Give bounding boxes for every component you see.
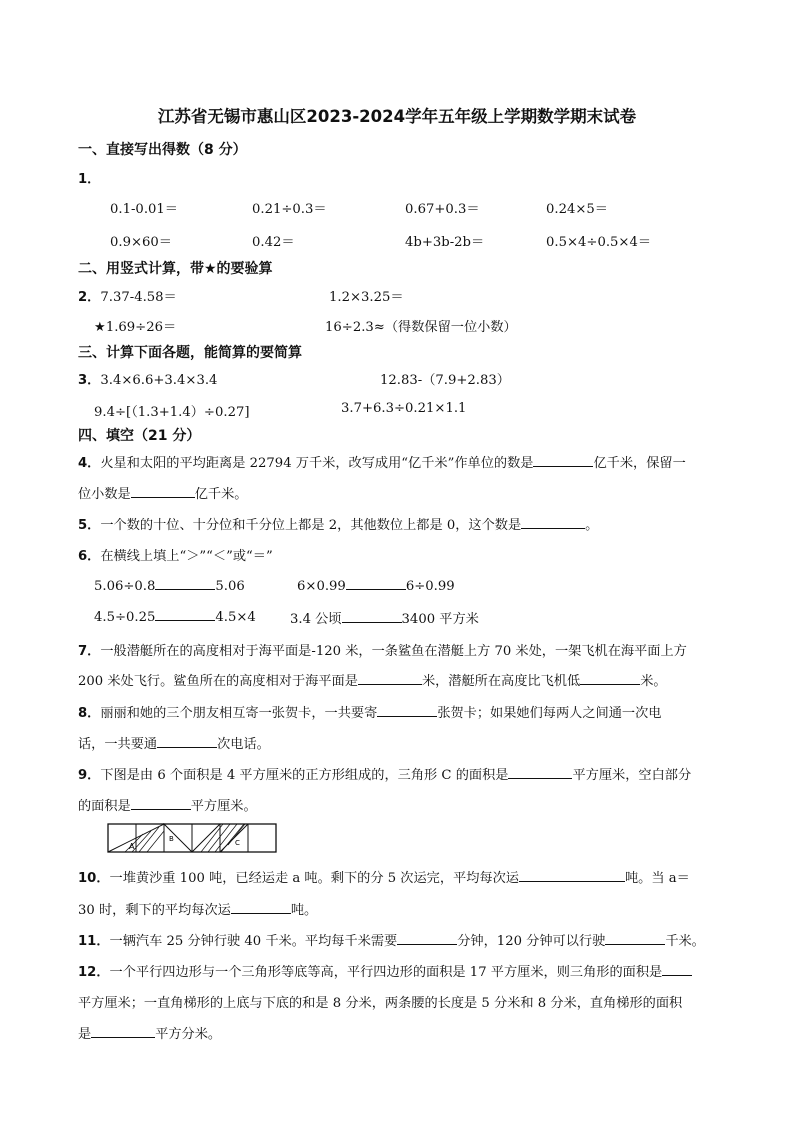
q5-text-a: 一个数的十位、十分位和千分位上都是 2，其他数位上都是 0，这个数是: [100, 518, 522, 533]
q6-right-3: 4.5×4: [215, 610, 256, 625]
q4-text-a: 火星和太阳的平均距离是 22794 万千米，改写成用“亿千米”作单位的数是: [100, 456, 534, 471]
question-3-number: 3．: [78, 373, 101, 388]
q7-text-a: 一般潜艇所在的高度相对于海平面是-120 米，一条鲨鱼在潜艇上方 70 米处，一架飞机在海平面上方: [100, 644, 687, 659]
q2-item-4: 16÷2.3≈（得数保留一位小数）: [325, 320, 517, 335]
question-9-line-2: [78, 795, 257, 814]
q3-item-4: 3.7+6.3÷0.21×1.1: [341, 401, 467, 416]
q6-right-2: 6÷0.99: [405, 579, 455, 594]
q4-text-d: 亿千米。: [194, 487, 248, 502]
q7-text-c: 米，潜艇所在高度比飞机低: [421, 674, 581, 689]
answer-blank[interactable]: [346, 577, 406, 590]
question-3: [78, 369, 217, 388]
answer-blank[interactable]: [519, 869, 625, 882]
question-5-number: 5．: [78, 518, 101, 533]
answer-blank[interactable]: [358, 672, 422, 685]
question-10-line-1: [78, 867, 690, 886]
answer-blank[interactable]: [662, 963, 692, 976]
q10-text-c: 30 时，剩下的平均每次运: [78, 903, 231, 918]
q7-text-b: 200 米处飞行。鲨鱼所在的高度相对于海平面是: [78, 674, 358, 689]
question-2: [78, 286, 177, 305]
q6-left-2: 6×0.99: [297, 579, 346, 594]
answer-blank[interactable]: [580, 672, 640, 685]
q1-item-7: 4b+3b-2b＝: [405, 235, 485, 250]
page-title: 江苏省无锡市惠山区2023-2024学年五年级上学期数学期末试卷: [157, 107, 637, 126]
question-7-number: 7．: [78, 644, 101, 659]
q9-text-b: 平方厘米，空白部分: [572, 768, 692, 783]
q6-right-1: 5.06: [215, 579, 245, 594]
question-6: [78, 545, 273, 564]
q6-compare-4: [290, 608, 479, 627]
q3-item-2: 12.83-（7.9+2.83）: [380, 373, 510, 388]
question-7-line-2: [78, 670, 667, 689]
question-8-line-2: [78, 733, 270, 752]
q12-text-b: 平方厘米；一直角梯形的上底与下底的和是 8 分米，两条腰的长度是 5 分米和 8 分米，直角梯形的面积: [78, 996, 683, 1011]
q6-compare-1: [94, 577, 245, 594]
section-2-heading: 二、用竖式计算，带★的要验算: [78, 261, 273, 277]
q1-item-4: 0.24×5＝: [546, 202, 608, 217]
q4-text-c: 位小数是: [78, 487, 131, 502]
q6-text-a: 在横线上填上“＞”“＜”或“＝”: [100, 549, 273, 564]
question-8-number: 8．: [78, 706, 101, 721]
answer-blank[interactable]: [508, 766, 572, 779]
q6-compare-2: [297, 577, 455, 594]
answer-blank[interactable]: [605, 932, 665, 945]
question-8-line-1: [78, 702, 662, 721]
question-5: [78, 514, 598, 533]
question-12-number: 12．: [78, 965, 110, 980]
q6-left-3: 4.5÷0.25: [94, 610, 156, 625]
q9-text-c: 的面积是: [78, 799, 131, 814]
q12-text-a: 一个平行四边形与一个三角形等底等高，平行四边形的面积是 17 平方厘米，则三角形的面积是: [109, 965, 663, 980]
question-10-number: 10．: [78, 871, 110, 886]
answer-blank[interactable]: [533, 454, 593, 467]
question-1-number: 1．: [78, 172, 101, 187]
question-4-line-2: [78, 483, 248, 502]
question-12-line-2: [78, 992, 682, 1011]
question-11: [78, 930, 705, 949]
section-1-heading: 一、直接写出得数（8 分）: [78, 142, 247, 158]
answer-blank[interactable]: [377, 704, 437, 717]
question-12-line-3: [78, 1023, 221, 1042]
q1-item-5: 0.9×60＝: [110, 235, 172, 250]
label-a: A: [129, 842, 135, 851]
question-7-line-1: [78, 640, 687, 659]
answer-blank[interactable]: [397, 932, 457, 945]
section-4-heading: 四、填空（21 分）: [78, 428, 201, 444]
q6-right-4: 3400 平方米: [401, 612, 479, 627]
q6-left-1: 5.06÷0.8: [94, 579, 156, 594]
q8-text-a: 丽丽和她的三个朋友相互寄一张贺卡，一共要寄: [100, 706, 378, 721]
q3-item-3: 9.4÷[（1.3+1.4）÷0.27]: [94, 405, 250, 420]
q1-item-1: 0.1-0.01＝: [110, 202, 178, 217]
q6-compare-3: [94, 608, 256, 625]
q12-text-c: 是: [78, 1027, 92, 1042]
q1-item-2: 0.21÷0.3＝: [252, 202, 327, 217]
q5-text-b: 。: [585, 518, 599, 533]
question-12-line-1: [78, 961, 692, 980]
q10-text-d: 吨。: [290, 903, 318, 918]
question-2-number: 2．: [78, 290, 101, 305]
q2-item-1: 7.37-4.58＝: [100, 290, 177, 305]
q10-text-b: 吨。当 a＝: [625, 871, 690, 886]
answer-blank[interactable]: [231, 901, 291, 914]
q9-text-a: 下图是由 6 个面积是 4 平方厘米的正方形组成的，三角形 C 的面积是: [100, 768, 509, 783]
question-10-line-2: [78, 899, 317, 918]
section-3-heading: 三、计算下面各题，能简算的要简算: [78, 345, 302, 361]
answer-blank[interactable]: [155, 577, 215, 590]
q10-text-a: 一堆黄沙重 100 吨，已经运走 a 吨。剩下的分 5 次运完，平均每次运: [109, 871, 519, 886]
answer-blank[interactable]: [131, 797, 191, 810]
answer-blank[interactable]: [157, 735, 217, 748]
q8-text-b: 张贺卡；如果她们每两人之间通一次电: [437, 706, 662, 721]
q1-item-8: 0.5×4÷0.5×4＝: [546, 235, 652, 250]
answer-blank[interactable]: [155, 608, 215, 621]
answer-blank[interactable]: [521, 516, 585, 529]
question-9-number: 9．: [78, 768, 101, 783]
q2-item-3: ★1.69÷26＝: [94, 320, 177, 335]
q4-text-b: 亿千米，保留一: [593, 456, 686, 471]
q8-text-c: 话，一共要通: [78, 737, 158, 752]
q1-item-3: 0.67+0.3＝: [405, 202, 480, 217]
q6-left-4: 3.4 公顷: [290, 612, 342, 627]
q8-text-d: 次电话。: [217, 737, 270, 752]
answer-blank[interactable]: [91, 1025, 155, 1038]
q12-text-d: 平方分米。: [155, 1027, 222, 1042]
squares-figure: [107, 823, 277, 855]
q3-item-1: 3.4×6.6+3.4×3.4: [100, 373, 218, 388]
q9-text-d: 平方厘米。: [190, 799, 257, 814]
q11-text-c: 千米。: [665, 934, 705, 949]
question-9-line-1: [78, 764, 691, 783]
question-6-number: 6．: [78, 549, 101, 564]
label-b: B: [169, 835, 174, 843]
question-4-line-1: [78, 452, 686, 471]
answer-blank[interactable]: [342, 610, 402, 623]
q7-text-d: 米。: [640, 674, 667, 689]
answer-blank[interactable]: [131, 485, 195, 498]
q11-text-b: 分钟，120 分钟可以行驶: [457, 934, 606, 949]
label-c: C: [235, 839, 240, 847]
question-11-number: 11．: [78, 934, 110, 949]
question-4-number: 4．: [78, 456, 101, 471]
q11-text-a: 一辆汽车 25 分钟行驶 40 千米。平均每千米需要: [109, 934, 398, 949]
q1-item-6: 0.42＝: [252, 235, 295, 250]
q2-item-2: 1.2×3.25＝: [329, 290, 404, 305]
